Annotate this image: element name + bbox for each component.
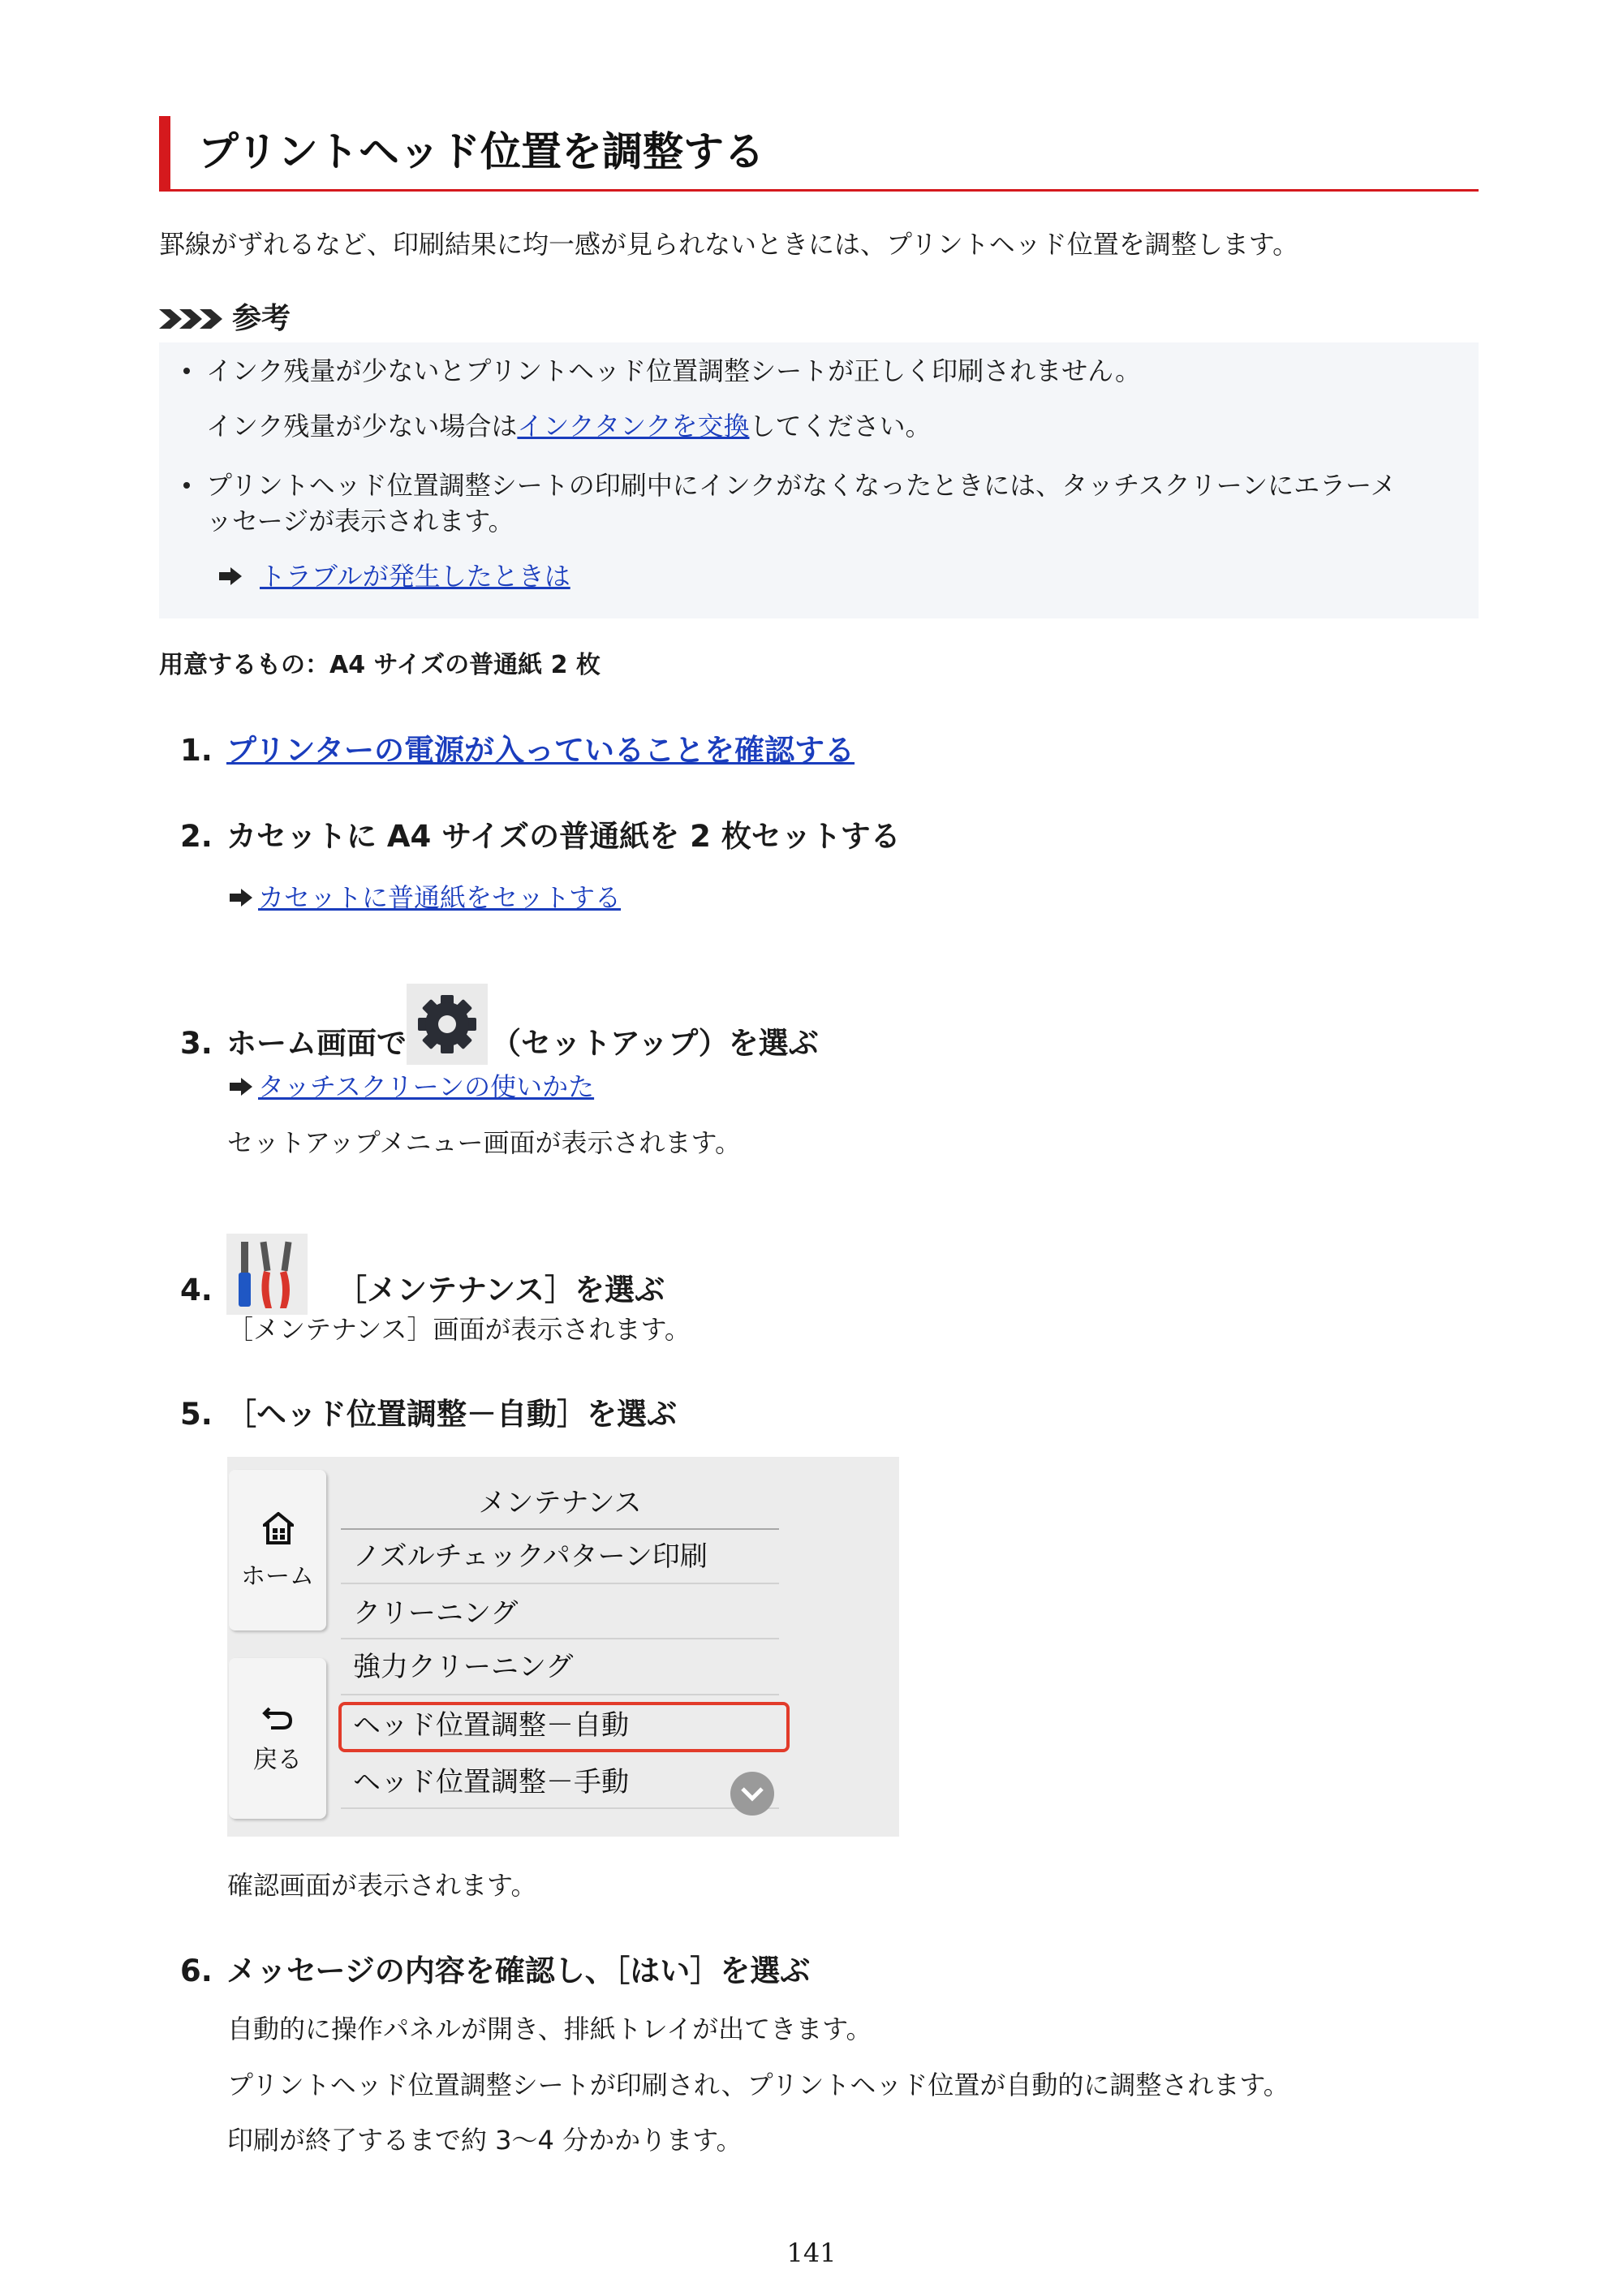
step-text: ［ヘッド位置調整－自動］を選ぶ	[226, 1397, 677, 1432]
step-number: 2.	[180, 819, 213, 854]
note-item-2-line1: プリントヘッド位置調整シートの印刷中にインクがなくなったときには、タッチスクリーンにエラーメ	[206, 470, 1397, 501]
menu-divider	[341, 1583, 779, 1584]
menu-item-head-align-manual[interactable]: ヘッド位置調整－手動	[353, 1766, 629, 1798]
bullet	[183, 482, 190, 489]
menu-title: メンテナンス	[478, 1487, 642, 1519]
step-text-before: ホーム画面で	[226, 1026, 407, 1061]
settings-gear-icon	[407, 984, 488, 1065]
step-6-note-3: 印刷が終了するまで約 3～4 分かかります。	[227, 2125, 743, 2156]
step-number: 4.	[180, 1273, 213, 1307]
maintenance-screen	[227, 1457, 899, 1837]
title-underline	[159, 189, 1479, 192]
step-6	[180, 1949, 810, 1993]
note-item-1-sub-after: してください。	[749, 411, 932, 442]
step-1	[180, 729, 855, 773]
step-6-note-1: 自動的に操作パネルが開き、排紙トレイが出てきます。	[227, 2014, 872, 2044]
load-paper-link[interactable]: カセットに普通紙をセットする	[258, 882, 622, 913]
menu-divider	[341, 1694, 779, 1695]
step-3-note: セットアップメニュー画面が表示されます。	[227, 1127, 741, 1158]
note-item-1: インク残量が少ないとプリントヘッド位置調整シートが正しく印刷されません。	[206, 355, 1142, 386]
page-title: プリントヘッド位置を調整する	[198, 128, 764, 175]
maintenance-tools-icon	[226, 1234, 308, 1315]
step-number: 6.	[180, 1954, 213, 1988]
step-6-note-2: プリントヘッド位置調整シートが印刷され、プリントヘッド位置が自動的に調整されます。	[227, 2070, 1289, 2100]
menu-title-divider	[341, 1528, 779, 1530]
step-5-note: 確認画面が表示されます。	[227, 1870, 537, 1901]
arrow-right-icon	[230, 1078, 252, 1096]
menu-item-nozzle-check[interactable]: ノズルチェックパターン印刷	[353, 1540, 708, 1573]
back-label: 戻る	[253, 1746, 302, 1774]
bullet	[183, 368, 190, 374]
note-label: 参考	[232, 302, 291, 335]
scroll-down-button[interactable]	[730, 1772, 774, 1816]
page-number: 141	[786, 2238, 837, 2268]
step-2	[180, 815, 901, 859]
note-arrows-icon	[159, 307, 226, 331]
back-icon	[261, 1704, 294, 1731]
step-number: 5.	[180, 1397, 213, 1432]
step-text: メッセージの内容を確認し、［はい］を選ぶ	[226, 1954, 811, 1988]
step-number: 1.	[180, 733, 213, 768]
menu-item-deep-cleaning[interactable]: 強力クリーニング	[353, 1651, 574, 1683]
note-item-1-sub-before: インク残量が少ない場合は	[206, 411, 518, 442]
note-box	[159, 342, 1479, 618]
menu-item-cleaning[interactable]: クリーニング	[353, 1597, 519, 1630]
arrow-right-icon	[219, 567, 242, 585]
touchscreen-usage-link[interactable]: タッチスクリーンの使いかた	[258, 1071, 595, 1102]
home-button[interactable]	[229, 1470, 326, 1630]
home-icon	[263, 1512, 294, 1544]
menu-divider	[341, 1807, 779, 1809]
note-item-2-line2: ッセージが表示されます。	[206, 506, 514, 536]
prep-text: 用意するもの：A4 サイズの普通紙 2 枚	[159, 651, 601, 679]
note-header	[159, 299, 291, 338]
title-accent-bar	[159, 116, 170, 189]
intro-text: 罫線がずれるなど、印刷結果に均一感が見られないときには、プリントヘッド位置を調整します。	[159, 229, 1299, 260]
note-item-1-sub	[206, 407, 931, 445]
step-text-after: （セットアップ）を選ぶ	[491, 1026, 819, 1061]
back-button[interactable]	[229, 1658, 326, 1819]
replace-ink-tank-link[interactable]: インクタンクを交換	[517, 411, 750, 442]
chevron-down-icon	[730, 1772, 774, 1816]
home-label: ホーム	[241, 1562, 314, 1591]
menu-item-head-align-auto[interactable]: ヘッド位置調整－自動	[353, 1709, 629, 1742]
power-on-check-link[interactable]: プリンターの電源が入っていることを確認する	[226, 733, 855, 768]
step-5	[180, 1393, 677, 1437]
step-4-note: ［メンテナンス］画面が表示されます。	[227, 1314, 691, 1345]
menu-divider	[341, 1638, 779, 1639]
arrow-right-icon	[230, 889, 252, 907]
step-number: 3.	[180, 1026, 213, 1061]
trouble-link[interactable]: トラブルが発生したときは	[260, 561, 570, 592]
step-text: ［メンテナンス］を選ぶ	[337, 1273, 665, 1307]
step-text: カセットに A4 サイズの普通紙を 2 枚セットする	[226, 819, 901, 854]
